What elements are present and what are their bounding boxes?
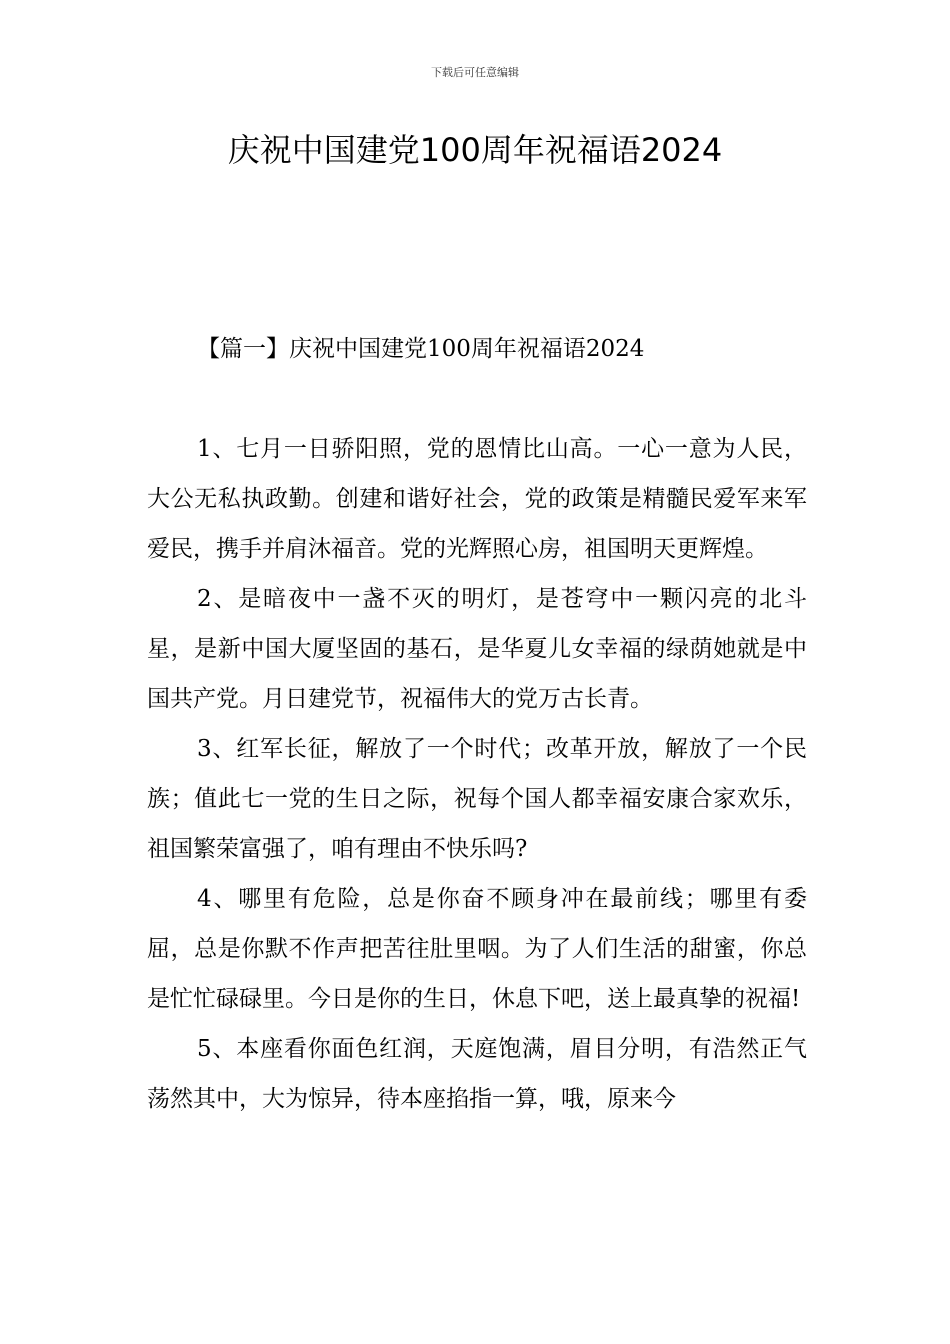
paragraph-5: 5、本座看你面色红润，天庭饱满，眉目分明，有浩然正气荡然其中，大为惊异，待本座掐指一算，哦，原来今 xyxy=(147,1036,807,1112)
header-note: 下载后可任意编辑 xyxy=(431,66,519,79)
paragraph-3: 3、红军长征，解放了一个时代；改革开放，解放了一个民族；值此七一党的生日之际，祝每个国人都幸福安康合家欢乐，祖国繁荣富强了，咱有理由不快乐吗? xyxy=(147,736,807,862)
paragraph-4: 4、哪里有危险，总是你奋不顾身冲在最前线；哪里有委屈，总是你默不作声把苦往肚里咽。为了人们生活的甜蜜，你总是忙忙碌碌里。今日是你的生日，休息下吧，送上最真挚的祝福! xyxy=(147,886,807,1012)
paragraph-2: 2、是暗夜中一盏不灭的明灯，是苍穹中一颗闪亮的北斗星，是新中国大厦坚固的基石，是华夏儿女幸福的绿荫她就是中国共产党。月日建党节，祝福伟大的党万古长青。 xyxy=(147,586,807,712)
section-heading: 【篇一】庆祝中国建党100周年祝福语2024 xyxy=(197,336,645,362)
document-title: 庆祝中国建党100周年祝福语2024 xyxy=(227,131,723,169)
document-body xyxy=(147,424,807,1124)
paragraph-1: 1、七月一日骄阳照，党的恩情比山高。一心一意为人民，大公无私执政勤。创建和谐好社会，党的政策是精髓民爱军来军爱民，携手并肩沐福音。党的光辉照心房，祖国明天更辉煌。 xyxy=(147,436,807,562)
